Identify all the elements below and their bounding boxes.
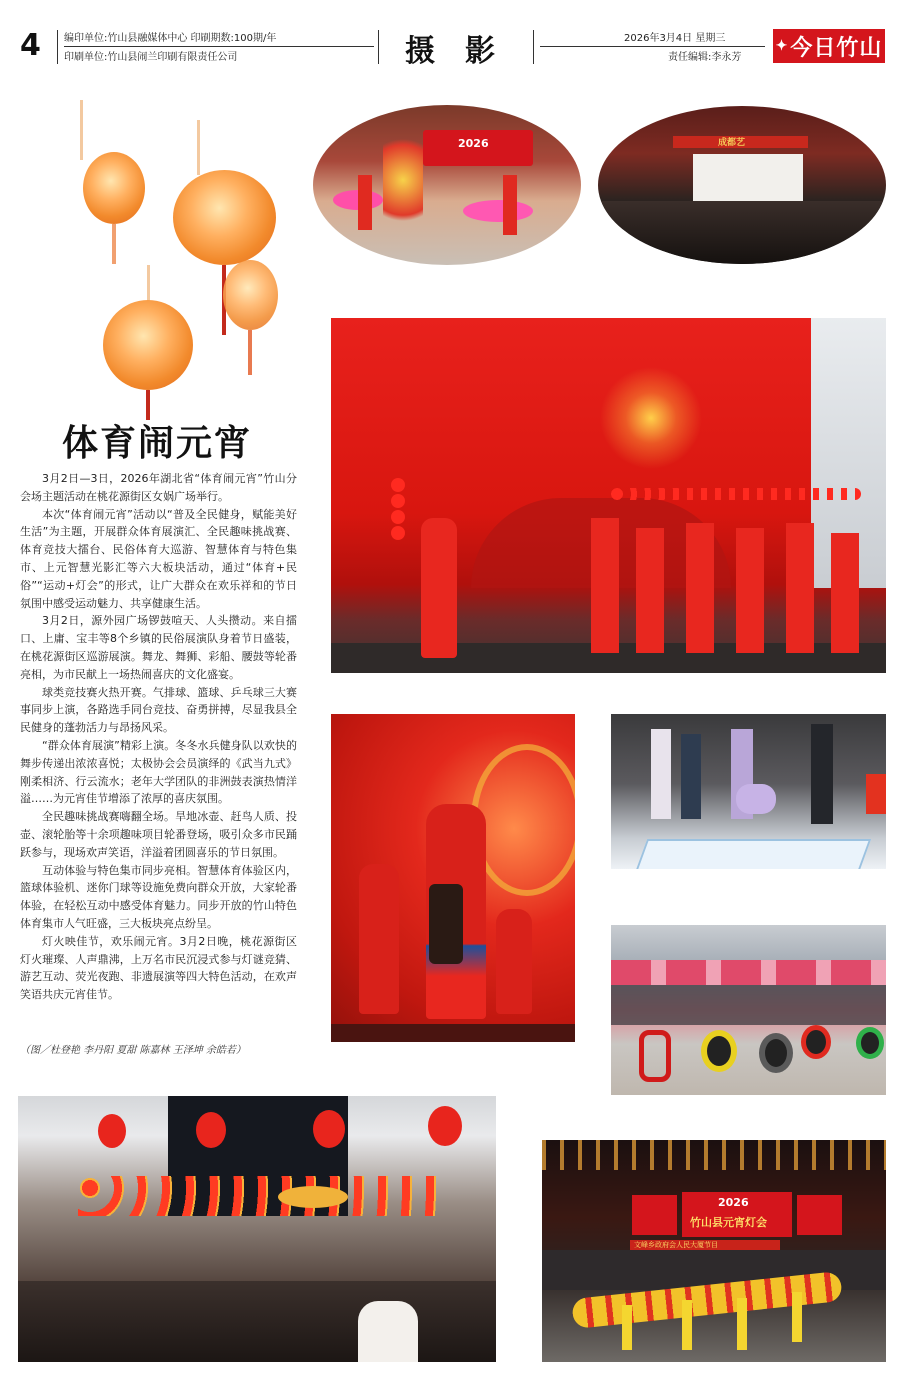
article-paragraph: 本次“体育闹元宵”活动以“普及全民健身，赋能美好生活”为主题，开展群众体育展演汇、全民趣味挑战赛、体育竞技大擂台、民俗体育大巡游、智慧体育与特色集市、上元智慧光影汇等六大板块活动，通过“体育+民俗”“运动+灯会”的形式，让广大群众在欢乐祥和的节日氛围中感受运动魅力、共享健康生活。: [20, 507, 297, 610]
responsible-editor: 责任编辑:李永芳: [668, 52, 742, 63]
spectator: [811, 724, 833, 824]
dragon-dancer: [622, 1305, 632, 1350]
header-print-unit: 编印单位:竹山县融媒体中心 印刷期数:100期/年: [64, 33, 277, 44]
photo-stage-audience: [598, 106, 886, 264]
newspaper-logo: [773, 29, 885, 63]
lantern-1: [83, 152, 145, 224]
logo-text: 今日竹山: [790, 34, 883, 61]
photo-drum-performance: [331, 714, 575, 1042]
photo-credit: （图／杜登艳 李丹阳 夏甜 陈嘉林 王泽坤 余皓若）: [20, 1045, 246, 1056]
issue-date: 2026年3月4日 星期三: [624, 33, 726, 44]
dancer: [831, 533, 859, 653]
red-lantern-string: [611, 488, 861, 500]
stage-floor: [331, 1024, 575, 1042]
lantern-4: [103, 300, 193, 390]
audience: [598, 201, 886, 264]
photo-dry-curling: [611, 714, 886, 869]
article-paragraph: 全民趣味挑战赛嗨翻全场。旱地冰壶、赶鸟人质、投壶、滚轮胎等十余项趣味项目轮番登场，吸引众多市民踊跃参与，现场欢声笑语，洋溢着团圆喜乐的节日氛围。: [20, 810, 297, 859]
tire-red: [639, 1030, 671, 1082]
decorative-circle: [471, 744, 575, 896]
article-paragraph: 灯火映佳节，欢乐闹元宵。3月2日晚，桃花源街区灯火璀璨、人声鼎沸，上万名市民沉浸式参与灯谜竞猜、游艺互动、荧光夜跑、非遗展演等四大特色活动，在欢声笑语共庆元宵佳节。: [20, 934, 297, 1002]
curling-mat: [635, 839, 871, 869]
hanging-lantern: [196, 1112, 226, 1148]
lantern-string: [197, 120, 200, 175]
person-white-coat: [358, 1301, 418, 1362]
dragon-dancer: [682, 1300, 692, 1350]
performer: [503, 175, 517, 235]
dancer: [786, 523, 814, 653]
flower-float: [383, 125, 423, 235]
red-tents: [611, 960, 886, 985]
lantern-tassel: [112, 224, 116, 264]
article-paragraph: “群众体育展演”精彩上演。冬冬水兵健身队以欢快的舞步传递出浓浓喜悦；太极协会会员演绎的《武当九式》刚柔相济、行云流水；老年大学团队的非洲鼓表演热情洋溢……为元宵佳节增添了浓厚的喜庆氛围。: [20, 738, 297, 806]
firework: [591, 358, 711, 478]
stage-screen: [693, 154, 803, 204]
stage-banner-text: 成都艺: [718, 138, 746, 148]
stage-banner-text: 文峰乡政府会人民大厦节目: [634, 1241, 718, 1249]
header-rule-left: [64, 46, 374, 47]
dragon-dancer: [792, 1292, 802, 1342]
lantern-string: [147, 265, 150, 305]
lantern-3: [223, 260, 278, 330]
light-strings: [542, 1140, 886, 1170]
header-printer: 印刷单位:竹山县闹兰印刷有限责任公司: [64, 52, 238, 63]
dancer: [421, 518, 457, 658]
main-screen-title: 竹山县元宵灯会: [690, 1216, 767, 1229]
main-screen-year: 2026: [718, 1196, 749, 1209]
lantern-banner: [866, 774, 886, 814]
lantern-string: [80, 100, 83, 160]
tire-yellow: [701, 1030, 737, 1072]
performer: [358, 175, 372, 230]
photo-lantern-street: [18, 1096, 496, 1362]
hanging-lantern: [98, 1114, 126, 1148]
tire-gray: [759, 1033, 793, 1073]
dancer: [686, 523, 714, 653]
photo-parade: [313, 105, 581, 265]
article-paragraph: 互动体验与特色集市同步亮相。智慧体育体验区内，篮球体验机、迷你门球等设施免费向群众开放，大家轮番体验，在轻松互动中感受体育魅力。同步开放的竹山特色体育集市人气旺盛，三大板块亮点纷呈。: [20, 863, 297, 930]
red-lantern-string: [391, 478, 405, 492]
dancer: [736, 528, 764, 653]
hanging-lantern: [428, 1106, 462, 1146]
fish-lantern: [278, 1186, 348, 1208]
article-headline: 体育闹元宵: [62, 422, 253, 464]
crowd: [18, 1281, 496, 1362]
crowd: [611, 985, 886, 1025]
header-divider-left: [57, 30, 58, 64]
dancer: [636, 528, 664, 653]
article-paragraph: 3月2日—3日，2026年湖北省“体育闹元宵”竹山分会场主题活动在桃花源街区女娲广场举行。: [20, 472, 297, 503]
dragon-dancer: [737, 1298, 747, 1350]
article-body: [20, 470, 297, 1004]
pink-fan: [463, 200, 533, 222]
spectator: [651, 729, 671, 819]
bird-icon: ✦: [775, 38, 789, 54]
child-player: [736, 784, 776, 814]
side-screen: [797, 1195, 842, 1235]
side-screen: [632, 1195, 677, 1235]
header-divider-right: [533, 30, 534, 64]
section-title: 摄影: [405, 34, 525, 69]
hanging-lantern: [313, 1110, 345, 1148]
photo-tire-rolling: [611, 925, 886, 1095]
parade-banner-text: 2026: [458, 137, 489, 150]
tire-red: [801, 1025, 831, 1059]
article-paragraph: 球类竞技赛火热开赛。气排球、篮球、乒乓球三大赛事同步上演，各路选手同台竞技、奋勇拼搏，尽显我县全民健身的蓬勃活力与昂扬风采。: [20, 685, 297, 735]
lantern-rows: [78, 1176, 438, 1216]
lantern-2: [173, 170, 276, 265]
spectator: [681, 734, 701, 819]
photo-lantern-dance: [331, 318, 886, 673]
dancer: [591, 518, 619, 653]
lantern-decoration: [40, 100, 300, 410]
page-number: 4: [20, 28, 41, 63]
lantern-tassel: [248, 330, 252, 375]
drummer: [359, 864, 399, 1014]
photo-dragon-dance: [542, 1140, 886, 1362]
header-divider-mid: [378, 30, 379, 64]
djembe-drum: [429, 884, 463, 964]
drummer: [496, 909, 532, 1014]
tire-green: [856, 1027, 884, 1059]
article-paragraph: 3月2日，源外园广场锣鼓喧天、人头攒动。来自擂口、上庸、宝丰等8个乡镇的民俗展演队身着节日盛装，在桃花源街区巡游展演。舞龙、舞狮、彩船、腰鼓等轮番亮相，为市民献上一场热闹喜庆的文化盛宴。: [20, 614, 297, 681]
